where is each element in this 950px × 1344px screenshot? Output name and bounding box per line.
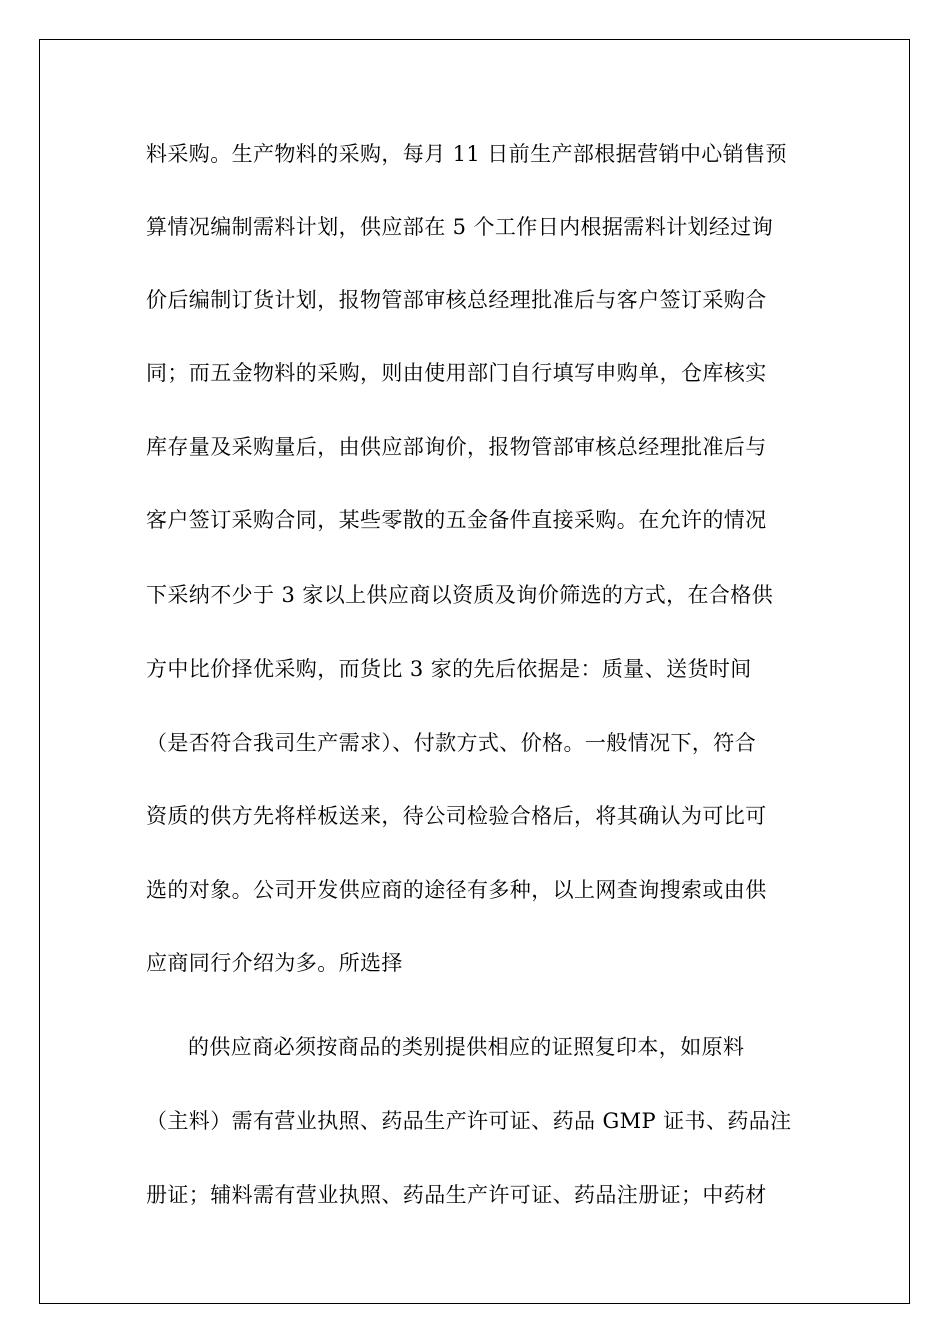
body-text-line: 客户签订采购合同，某些零散的五金备件直接采购。在允许的情况 <box>146 508 767 532</box>
body-text-line: 资质的供方先将样板送来，待公司检验合格后，将其确认为可比可 <box>146 804 767 828</box>
body-text-line: 价后编制订货计划，报物管部审核总经理批准后与客户签订采购合 <box>146 288 767 312</box>
body-text-line: （是否符合我司生产需求）、付款方式、价格。一般情况下，符合 <box>146 731 757 755</box>
paragraph-first-line: 的供应商必须按商品的类别提供相应的证照复印本，如原料 <box>188 1035 745 1059</box>
body-text-line: 同；而五金物料的采购，则由使用部门自行填写申购单，仓库核实 <box>146 361 767 385</box>
body-text-line: 方中比价择优采购，而货比 3 家的先后依据是：质量、送货时间 <box>146 657 752 681</box>
body-text-line: 选的对象。公司开发供应商的途径有多种，以上网查询搜索或由供 <box>146 878 767 902</box>
body-text-line: 册证；辅料需有营业执照、药品生产许可证、药品注册证；中药材 <box>146 1183 767 1207</box>
body-text-line: 料采购。生产物料的采购，每月 11 日前生产部根据营销中心销售预 <box>146 142 787 166</box>
body-text-line: 算情况编制需料计划，供应部在 5 个工作日内根据需料计划经过询 <box>146 215 774 239</box>
body-text-line: 应商同行介绍为多。所选择 <box>146 951 403 975</box>
body-text-line: （主料）需有营业执照、药品生产许可证、药品 GMP 证书、药品注 <box>146 1109 792 1133</box>
body-text-line: 库存量及采购量后，由供应部询价，报物管部审核总经理批准后与 <box>146 435 767 459</box>
body-text-line: 下采纳不少于 3 家以上供应商以资质及询价筛选的方式，在合格供 <box>146 583 774 607</box>
